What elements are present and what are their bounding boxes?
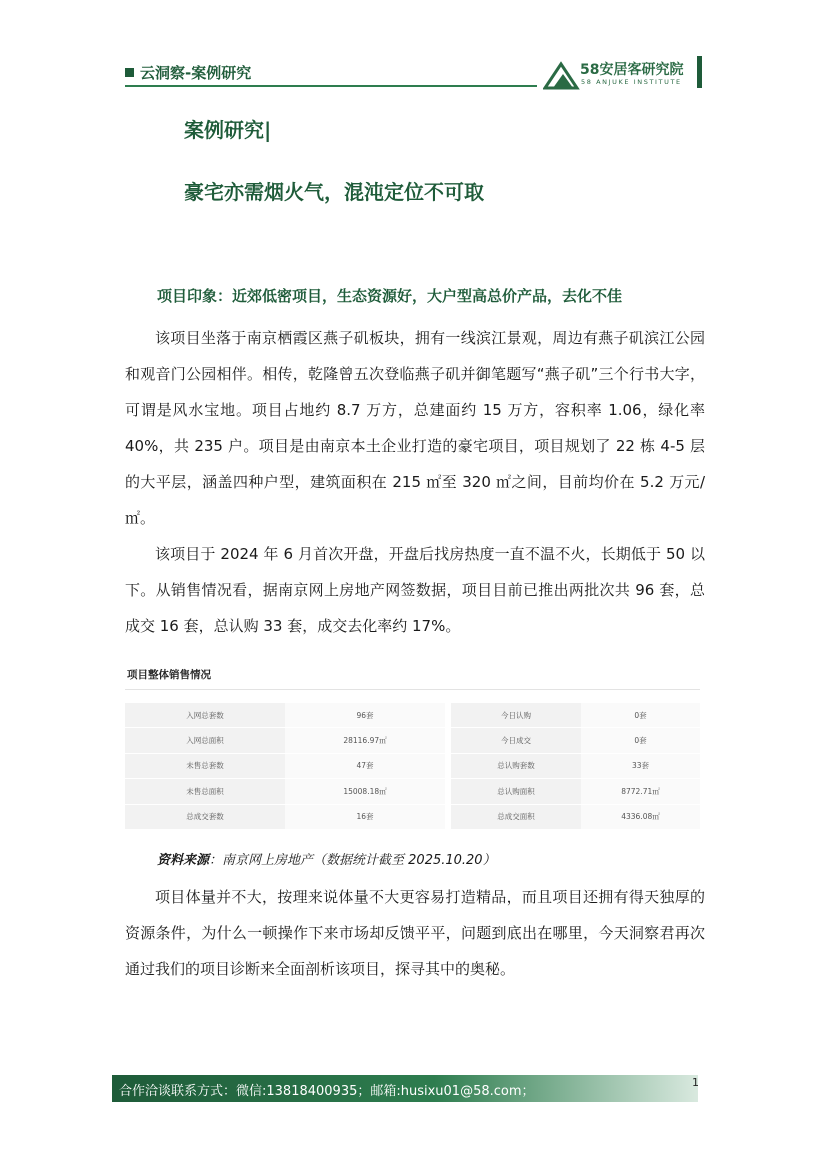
table-cell-value: 4336.08㎡ xyxy=(581,804,700,829)
table-row xyxy=(125,804,700,829)
logo-subtitle: 58 ANJUKE INSTITUTE xyxy=(581,78,682,86)
section-title: 案例研究| xyxy=(184,118,272,142)
header-divider xyxy=(125,85,537,87)
table-divider xyxy=(125,689,700,690)
table-row xyxy=(125,779,700,804)
table-title: 项目整体销售情况 xyxy=(127,669,211,681)
table-cell-value: 96套 xyxy=(285,703,445,728)
header-marker xyxy=(125,68,134,77)
header-title: 云洞察-案例研究 xyxy=(140,64,252,82)
table-cell-label: 未售总面积 xyxy=(125,779,285,804)
logo-name: 58安居客研究院 xyxy=(580,62,684,78)
table-row xyxy=(125,728,700,753)
table-cell-label: 入网总套数 xyxy=(125,703,285,728)
table-cell-label: 总成交面积 xyxy=(451,804,581,829)
table-cell-label: 今日成交 xyxy=(451,728,581,753)
table-cell-value: 33套 xyxy=(581,753,700,778)
source-label: 资料来源 xyxy=(157,853,210,868)
header-accent-bar xyxy=(697,56,702,88)
paragraph-conclusion: 项目体量并不大，按理来说体量不大更容易打造精品，而且项目还拥有得天独厚的资源条件，为什么一顿操作下来市场却反馈平平，问题到底出在哪里，今天洞察君再次通过我们的项目诊断来全面剖析该项目，探寻其中的奥秘。 xyxy=(125,888,705,978)
table-cell-label: 总认购面积 xyxy=(451,779,581,804)
table-cell-value: 0套 xyxy=(581,703,700,728)
table-cell-value: 15008.18㎡ xyxy=(285,779,445,804)
paragraph-sales: 该项目于 2024 年 6 月首次开盘，开盘后找房热度一直不温不火，长期低于 50 以下。从销售情况看，据南京网上房地产网签数据，项目目前已推出两批次共 96 套，总成交 16 套，总认购 33 套，成交去化率约 17%。 xyxy=(125,545,705,635)
sales-table xyxy=(125,703,700,830)
table-cell-label: 今日认购 xyxy=(451,703,581,728)
page-number: 1 xyxy=(692,1076,699,1089)
table-cell-value: 8772.71㎡ xyxy=(581,779,700,804)
table-cell-value: 47套 xyxy=(285,753,445,778)
table-row xyxy=(125,753,700,778)
page-title: 豪宅亦需烟火气，混沌定位不可取 xyxy=(184,180,484,204)
paragraph-project-intro: 该项目坐落于南京栖霞区燕子矶板块，拥有一线滨江景观，周边有燕子矶滨江公园和观音门公园相伴。相传，乾隆曾五次登临燕子矶并御笔题写“燕子矶”三个行书大字，可谓是风水宝地。项目占地约 8.7 万方，总建面约 15 万方，容积率 1.06，绿化率 40%，共 235 户。项目是由南京本土企业打造的豪宅项目，项目规划了 22 栋 4-5 层的大平层，涵盖四种户型，建筑面积在 215 ㎡至 320 ㎡之间，目前均价在 5.2 万元/㎡。 xyxy=(125,329,705,527)
footer-contact: 合作洽谈联系方式：微信:13818400935；邮箱:husixu01@58.com； xyxy=(119,1084,535,1099)
table-cell-label: 总成交套数 xyxy=(125,804,285,829)
table-cell-value: 0套 xyxy=(581,728,700,753)
table-cell-label: 未售总套数 xyxy=(125,753,285,778)
table-cell-label: 总认购套数 xyxy=(451,753,581,778)
source-text: ：南京网上房地产（数据统计截至 2025.10.20） xyxy=(209,853,496,868)
table-row xyxy=(125,703,700,728)
source-note xyxy=(157,849,496,868)
table-cell-label: 入网总面积 xyxy=(125,728,285,753)
table-cell-value: 16套 xyxy=(285,804,445,829)
subheading: 项目印象：近郊低密项目，生态资源好，大户型高总价产品，去化不佳 xyxy=(157,287,623,305)
table-cell-value: 28116.97㎡ xyxy=(285,728,445,753)
